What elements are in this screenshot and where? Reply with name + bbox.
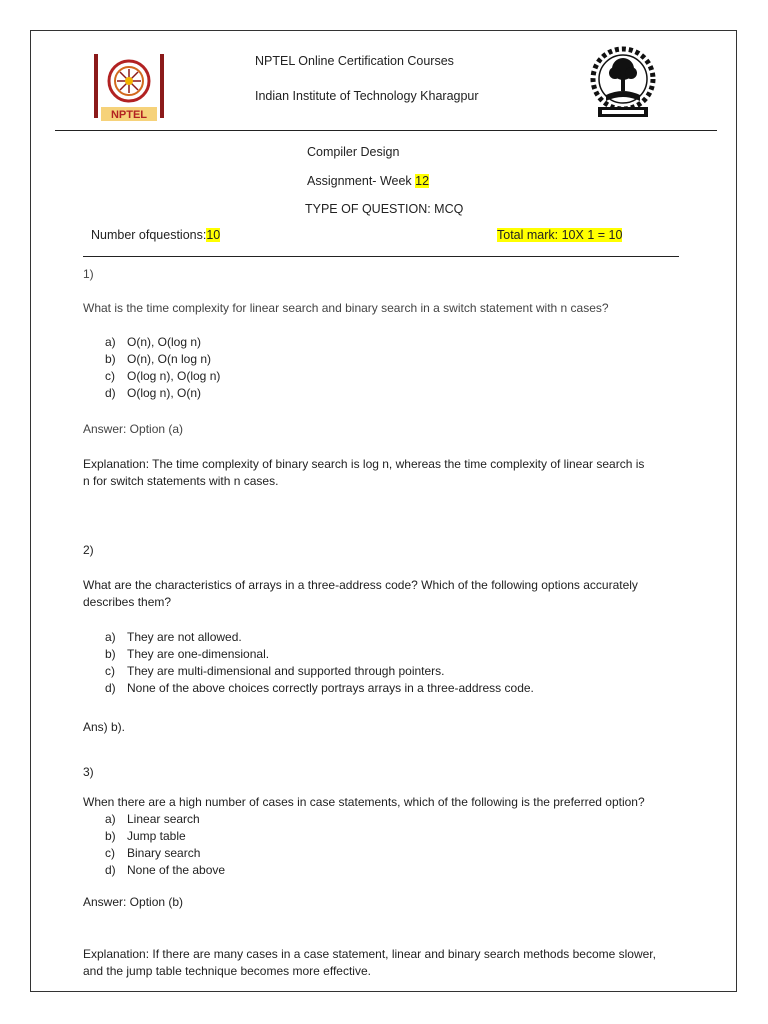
question-1-text: What is the time complexity for linear search and binary search in a switch statement with n cases?: [83, 301, 609, 315]
question-2-text-line1: What are the characteristics of arrays in a three-address code? Which of the following options accurately: [83, 578, 638, 592]
question-3-option-a: a) Linear search: [105, 812, 200, 826]
question-2-option-a: a) They are not allowed.: [105, 630, 242, 644]
course-title: Compiler Design: [307, 145, 400, 159]
question-3-number: 3): [83, 765, 94, 779]
question-2-text-line2: describes them?: [83, 595, 172, 609]
question-3-text: When there are a high number of cases in case statements, which of the following is the preferred option?: [83, 795, 645, 809]
nptel-logo-text: NPTEL: [110, 109, 148, 121]
question-1-explanation-line1: Explanation: The time complexity of binary search is log n, whereas the time complexity of linear search is: [83, 457, 645, 471]
question-1-explanation-line2: n for switch statements with n cases.: [83, 474, 279, 488]
assignment-title: Assignment- Week 12: [307, 174, 430, 188]
question-1-option-a: a) O(n), O(log n): [105, 335, 202, 349]
question-1-option-b: b) O(n), O(n log n): [105, 352, 212, 366]
question-type: TYPE OF QUESTION: MCQ: [305, 202, 464, 216]
iit-kharagpur-logo: [588, 45, 658, 121]
title-divider: [83, 256, 679, 257]
question-1-option-d: d) O(log n), O(n): [105, 386, 202, 400]
total-mark: Total mark: 10X 1 = 10: [497, 228, 623, 242]
question-1-answer: Answer: Option (a): [83, 422, 184, 436]
document-page: [30, 30, 737, 992]
question-1-option-c: c) O(log n), O(log n): [105, 369, 221, 383]
org-name: NPTEL Online Certification Courses: [255, 54, 454, 68]
question-1-number: 1): [83, 267, 94, 281]
week-number: 12: [415, 174, 430, 188]
question-3-option-b: b) Jump table: [105, 829, 186, 843]
question-3-answer: Answer: Option (b): [83, 895, 184, 909]
question-2-number: 2): [83, 543, 94, 557]
question-3-explanation-line1: Explanation: If there are many cases in a case statement, linear and binary search methods become slower,: [83, 947, 656, 961]
question-2-answer: Ans) b).: [83, 720, 126, 734]
question-3-option-c: c) Binary search: [105, 846, 201, 860]
num-questions: Number ofquestions:10: [91, 228, 221, 242]
header-divider: [55, 130, 717, 131]
question-2-option-b: b) They are one-dimensional.: [105, 647, 270, 661]
num-questions-value: 10: [206, 228, 221, 242]
question-2-option-c: c) They are multi-dimensional and supported through pointers.: [105, 664, 445, 678]
nptel-logo: [93, 53, 165, 125]
question-3-option-d: d) None of the above: [105, 863, 226, 877]
question-3-explanation-line2: and the jump table technique becomes more effective.: [83, 964, 371, 978]
institute-name: Indian Institute of Technology Kharagpur: [255, 89, 479, 103]
question-2-option-d: d) None of the above choices correctly portrays arrays in a three-address code.: [105, 681, 534, 695]
